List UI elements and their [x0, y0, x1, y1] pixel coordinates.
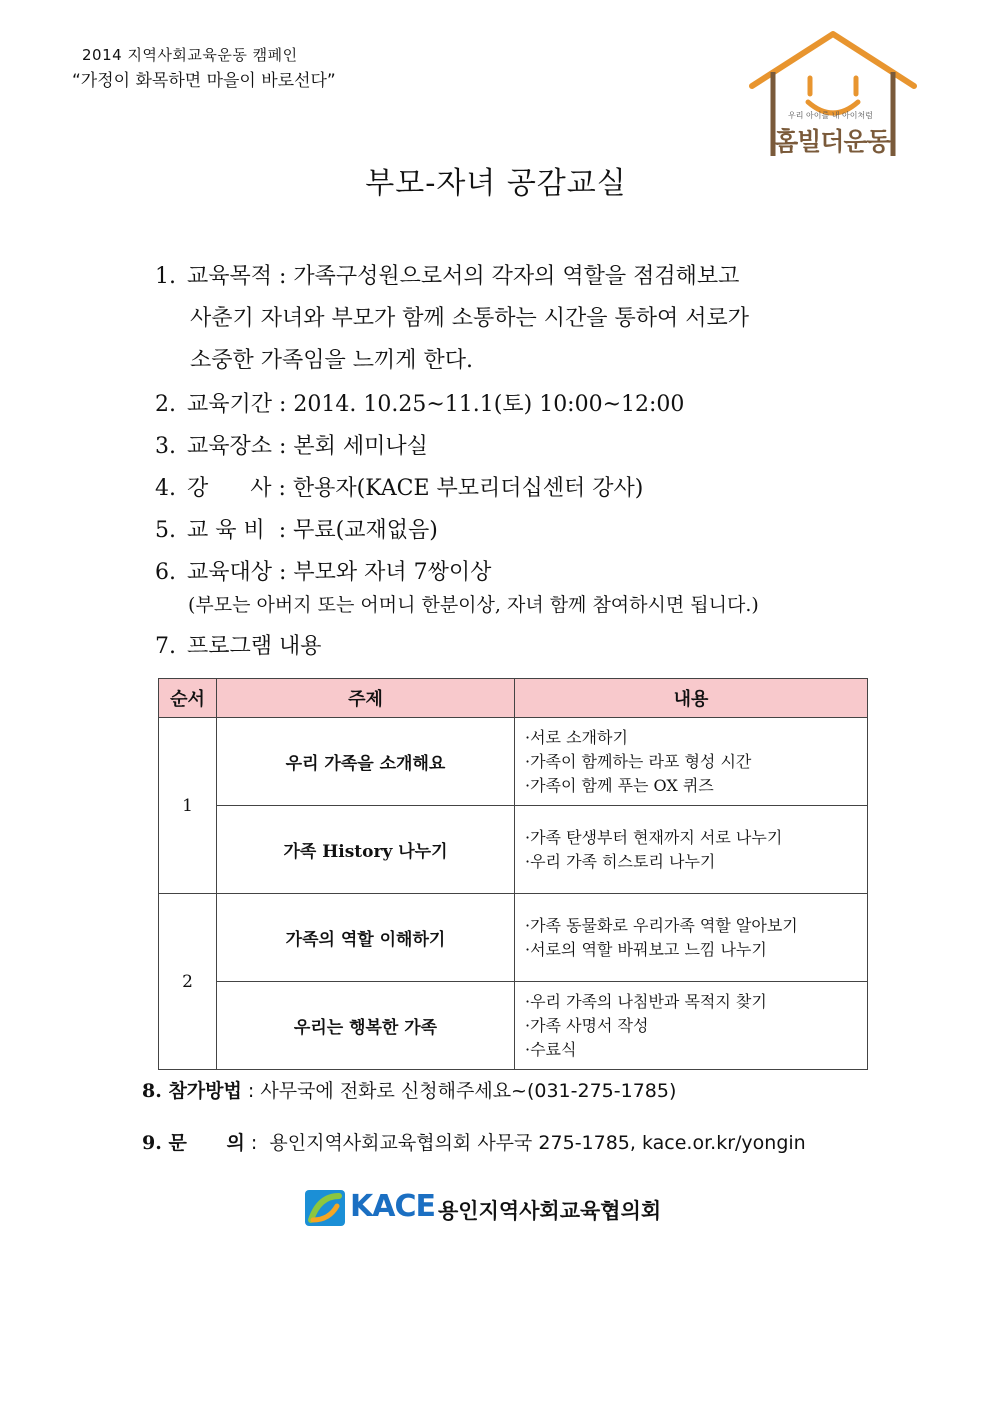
contents-cell	[515, 982, 868, 1070]
content-line: ·우리 가족 히스토리 나누기	[525, 851, 716, 871]
content-line: ·가족 탄생부터 현재까지 서로 나누기	[525, 827, 783, 847]
item-6-text: 교육대상 : 부모와 자녀 7쌍이상	[187, 560, 492, 585]
item-6-note: (부모는 아버지 또는 어머니 한분이상, 자녀 함께 참여하시면 됩니다.)	[188, 594, 759, 616]
homebuilder-logo	[748, 28, 918, 163]
item-1-line-1: 교육목적 : 가족구성원으로서의 각자의 역할을 점검해보고	[187, 264, 740, 289]
item-7-number: 7.	[155, 634, 176, 659]
topic-cell: 가족 History 나누기	[217, 806, 515, 894]
kace-emblem-icon	[305, 1190, 345, 1226]
org-name: 용인지역사회교육협의회	[438, 1199, 662, 1223]
header-order: 순서	[159, 679, 217, 718]
item-2-period	[155, 384, 684, 426]
content-line: ·가족 동물화로 우리가족 역할 알아보기	[525, 915, 798, 935]
item-3-number: 3.	[155, 434, 176, 459]
item-4-instructor	[155, 468, 643, 510]
contact-label: 9. 문 의	[142, 1132, 245, 1154]
item-1-line-2: 사춘기 자녀와 부모가 함께 소통하는 시간을 통하여 서로가	[190, 306, 750, 331]
table-row	[159, 718, 868, 806]
item-7-program	[155, 626, 322, 668]
apply-label: 8. 참가방법	[142, 1080, 242, 1102]
item-4-number: 4.	[155, 476, 176, 501]
item-6-number: 6.	[155, 560, 176, 585]
topic-cell: 가족의 역할 이해하기	[217, 894, 515, 982]
contact-info	[142, 1128, 806, 1155]
content-line: ·우리 가족의 나침반과 목적지 찾기	[525, 991, 767, 1011]
page-title: 부모-자녀 공감교실	[365, 166, 627, 201]
item-1-number: 1.	[155, 264, 176, 289]
apply-method	[142, 1076, 676, 1103]
header-topic: 주제	[217, 679, 515, 718]
campaign-slogan: “가정이 화목하면 마을이 바로선다”	[72, 71, 336, 91]
table-row	[159, 982, 868, 1070]
item-5-text: 교 육 비 : 무료(교재없음)	[187, 518, 438, 543]
contact-text: : 용인지역사회교육협의회 사무국 275-1785, kace.or.kr/yongin	[250, 1132, 806, 1154]
table-row	[159, 806, 868, 894]
campaign-year: 2014 지역사회교육운동 캠페인	[82, 46, 298, 64]
logo-name: 홈빌더운동	[774, 127, 890, 156]
content-line: ·가족이 함께 푸는 OX 퀴즈	[525, 775, 714, 795]
item-1-line-3: 소중한 가족임을 느끼게 한다.	[190, 348, 473, 373]
table-row	[159, 894, 868, 982]
kace-logo-text: KACE	[350, 1189, 435, 1224]
program-table	[158, 678, 868, 1070]
table-header-row	[159, 679, 868, 718]
item-1-purpose	[155, 256, 739, 298]
item-7-text: 프로그램 내용	[187, 634, 322, 659]
apply-text: : 사무국에 전화로 신청해주세요~(031-275-1785)	[247, 1080, 677, 1102]
item-2-text: 교육기간 : 2014. 10.25~11.1(토) 10:00~12:00	[187, 392, 685, 417]
content-line: ·수료식	[525, 1039, 577, 1059]
logo-tagline: 우리 아이를 내 아이처럼	[788, 111, 873, 120]
contents-cell	[515, 894, 868, 982]
topic-cell: 우리는 행복한 가족	[217, 982, 515, 1070]
topic-cell: 우리 가족을 소개해요	[217, 718, 515, 806]
item-5-number: 5.	[155, 518, 176, 543]
item-3-place	[155, 426, 428, 468]
contents-cell	[515, 806, 868, 894]
order-cell-2: 2	[159, 894, 217, 1070]
content-line: ·서로의 역할 바꿔보고 느낌 나누기	[525, 939, 767, 959]
item-4-text: 강 사 : 한용자(KACE 부모리더십센터 강사)	[187, 476, 644, 501]
item-6-target	[155, 552, 491, 594]
contents-cell	[515, 718, 868, 806]
item-5-fee	[155, 510, 438, 552]
order-cell-1: 1	[159, 718, 217, 894]
header-contents: 내용	[515, 679, 868, 718]
content-line: ·가족이 함께하는 라포 형성 시간	[525, 751, 752, 771]
item-2-number: 2.	[155, 392, 176, 417]
content-line: ·가족 사명서 작성	[525, 1015, 649, 1035]
content-line: ·서로 소개하기	[525, 727, 628, 747]
item-3-text: 교육장소 : 본회 세미나실	[187, 434, 428, 459]
